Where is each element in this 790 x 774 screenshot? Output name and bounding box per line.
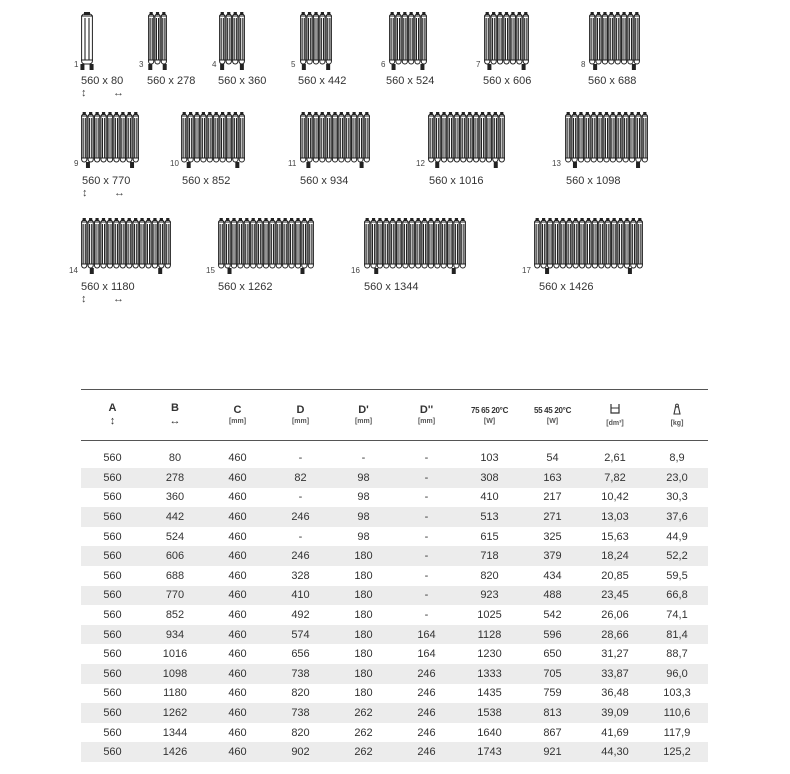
column-header-unit: ↔ <box>169 415 181 427</box>
table-cell: 2,61 <box>604 452 626 465</box>
radiator-size-label: 560 x 1016 <box>429 175 484 187</box>
table-cell: 442 <box>165 511 185 524</box>
table-cell: 271 <box>543 511 562 524</box>
table-cell: 96,0 <box>666 667 688 680</box>
column-header <box>584 390 646 441</box>
table-cell: 180 <box>354 589 373 602</box>
table-cell: 80 <box>168 452 182 465</box>
table-cell: - <box>424 589 429 602</box>
radiator-size-label: 560 x 606 <box>483 75 532 87</box>
radiator-size-label: 560 x 1344 <box>364 281 419 293</box>
table-cell: 1128 <box>477 628 502 641</box>
table-cell: 560 <box>103 530 122 543</box>
radiator-icon <box>484 12 529 70</box>
radiator-icon <box>364 218 466 274</box>
table-cell: 460 <box>228 589 247 602</box>
radiator-number: 12 <box>416 159 425 168</box>
table-cell: 1743 <box>477 746 502 759</box>
radiator-size-label: 560 x 688 <box>588 75 637 87</box>
table-cell: 246 <box>417 687 436 700</box>
radiator-number: 8 <box>581 60 586 69</box>
radiator-size-label: 560 x 80 <box>81 75 124 87</box>
table-cell: 460 <box>228 471 247 484</box>
table-cell: 164 <box>417 628 436 641</box>
column-header-label: D <box>296 404 305 416</box>
table-cell: 513 <box>480 511 499 524</box>
table-cell: 1025 <box>477 609 502 622</box>
radiator-size-label: 560 x 934 <box>300 175 349 187</box>
radiator-number: 11 <box>288 159 297 168</box>
radiator-icon <box>81 218 171 274</box>
table-cell: 88,7 <box>666 648 688 661</box>
table-cell: 460 <box>228 609 247 622</box>
table-cell: 560 <box>103 589 122 602</box>
table-cell: - <box>298 530 303 543</box>
table-cell: - <box>424 609 429 622</box>
table-cell: 460 <box>228 687 247 700</box>
column-header-label: B <box>171 402 179 414</box>
table-cell: 560 <box>103 511 122 524</box>
table-cell: 460 <box>228 746 247 759</box>
table-cell: 180 <box>354 628 373 641</box>
radiator-number: 3 <box>139 60 144 69</box>
radiator-number: 7 <box>476 60 481 69</box>
radiator-number: 13 <box>552 159 561 168</box>
radiator-icon <box>534 218 643 274</box>
radiator-size-label: 560 x 1098 <box>566 175 621 187</box>
table-cell: 37,6 <box>666 511 688 524</box>
column-header <box>206 390 269 441</box>
table-cell: 103,3 <box>663 687 691 700</box>
table-cell: 718 <box>480 550 499 563</box>
table-cell: 560 <box>103 707 122 720</box>
radiator-number: 4 <box>212 60 217 69</box>
horizontal-arrow-icon: ↔ <box>114 187 125 199</box>
table-cell: 39,09 <box>601 707 629 720</box>
table-cell: 59,5 <box>666 569 688 582</box>
column-header-label: C <box>233 404 242 416</box>
table-cell: 246 <box>417 726 436 739</box>
table-cell: 460 <box>228 726 247 739</box>
dimension-arrows <box>81 87 124 99</box>
table-cell: 180 <box>354 648 373 661</box>
table-cell: 98 <box>357 491 370 504</box>
table-cell: 98 <box>357 511 370 524</box>
table-cell: 460 <box>228 707 247 720</box>
table-cell: 98 <box>357 471 370 484</box>
column-header-unit: [W] <box>483 418 496 425</box>
table-cell: 560 <box>103 491 122 504</box>
column-header <box>458 390 521 441</box>
table-cell: 246 <box>417 707 436 720</box>
horizontal-arrow-icon: ↔ <box>113 87 124 99</box>
table-cell: 262 <box>354 726 373 739</box>
table-cell: 460 <box>228 511 247 524</box>
table-cell: 852 <box>165 609 185 622</box>
table-cell: 15,63 <box>601 530 629 543</box>
table-cell: 180 <box>354 550 373 563</box>
table-cell: 921 <box>543 746 562 759</box>
table-cell: 460 <box>228 648 247 661</box>
table-cell: 770 <box>165 589 185 602</box>
table-cell: 560 <box>103 452 122 465</box>
table-cell: 325 <box>543 530 562 543</box>
table-cell: 1333 <box>477 667 502 680</box>
table-cell: 560 <box>103 648 122 661</box>
table-cell: 460 <box>228 667 247 680</box>
table-cell: 180 <box>354 569 373 582</box>
table-cell: 410 <box>480 491 499 504</box>
table-cell: 923 <box>480 589 499 602</box>
radiator-size-label: 560 x 1262 <box>218 281 273 293</box>
table-cell: 31,27 <box>601 648 629 661</box>
radiator-number: 9 <box>74 159 79 168</box>
radiator-number: 5 <box>291 60 296 69</box>
table-row <box>81 507 708 527</box>
table-cell: 902 <box>291 746 310 759</box>
column-header <box>81 390 144 441</box>
table-cell: 434 <box>543 569 562 582</box>
table-row <box>81 605 708 625</box>
table-row <box>81 703 708 723</box>
table-cell: 262 <box>354 707 373 720</box>
table-cell: 103 <box>480 452 499 465</box>
table-cell: 560 <box>103 726 122 739</box>
table-header-row <box>81 390 708 441</box>
radiator-size-label: 560 x 1180 <box>81 281 135 293</box>
table-row <box>81 527 708 547</box>
dimension-arrows <box>81 293 124 305</box>
column-header-unit: [kg] <box>670 419 684 427</box>
table-cell: 1435 <box>477 687 502 700</box>
table-cell: 110,6 <box>663 707 691 720</box>
radiator-size-label: 560 x 1426 <box>539 281 594 293</box>
table-cell: 492 <box>291 609 310 622</box>
water-volume-icon <box>584 403 646 419</box>
table-cell: 246 <box>291 511 310 524</box>
table-cell: - <box>424 511 429 524</box>
column-header <box>269 390 332 441</box>
table-cell: 560 <box>103 550 122 563</box>
radiator-number: 6 <box>381 60 386 69</box>
table-cell: 460 <box>228 569 247 582</box>
table-cell: 1016 <box>162 648 188 661</box>
table-cell: 44,30 <box>601 746 629 759</box>
table-cell: 1180 <box>163 687 187 700</box>
table-row <box>81 625 708 645</box>
table-row <box>81 723 708 743</box>
table-cell: 560 <box>103 628 122 641</box>
table-cell: 1098 <box>162 667 188 680</box>
table-cell: 180 <box>354 667 373 680</box>
vertical-arrow-icon: ↕ <box>81 293 87 305</box>
radiator-icon <box>81 12 93 70</box>
column-header <box>521 390 584 441</box>
table-cell: 8,9 <box>669 452 685 465</box>
column-header-unit: [mm] <box>228 418 247 425</box>
table-cell: 26,06 <box>601 609 629 622</box>
table-cell: 560 <box>103 746 122 759</box>
table-cell: 7,82 <box>604 471 626 484</box>
table-cell: 33,87 <box>601 667 629 680</box>
table-cell: 820 <box>480 569 499 582</box>
column-header <box>332 390 395 441</box>
table-cell: 20,85 <box>601 569 629 582</box>
table-cell: 759 <box>543 687 562 700</box>
radiator-number: 14 <box>69 266 78 275</box>
radiator-size-label: 560 x 442 <box>298 75 347 87</box>
table-cell: 606 <box>165 550 185 563</box>
table-cell: 379 <box>543 550 562 563</box>
column-header <box>646 390 708 441</box>
column-header-unit: [dm³] <box>606 419 624 427</box>
table-cell: 560 <box>103 471 122 484</box>
table-cell: 360 <box>165 491 185 504</box>
table-cell: 820 <box>291 687 310 700</box>
radiator-number: 10 <box>170 159 179 168</box>
table-cell: - <box>424 491 429 504</box>
vertical-arrow-icon: ↕ <box>81 87 87 99</box>
table-cell: - <box>424 550 429 563</box>
table-cell: 934 <box>165 628 185 641</box>
table-cell: 180 <box>354 609 373 622</box>
table-cell: 66,8 <box>666 589 688 602</box>
table-cell: 1262 <box>162 707 188 720</box>
radiator-size-label: 560 x 524 <box>386 75 435 87</box>
table-cell: 262 <box>354 746 373 759</box>
table-cell: 10,42 <box>601 491 629 504</box>
table-cell: 738 <box>291 667 310 680</box>
table-cell: 574 <box>291 628 310 641</box>
table-cell: 488 <box>543 589 562 602</box>
table-cell: 460 <box>228 491 247 504</box>
table-cell: 98 <box>357 530 370 543</box>
table-cell: - <box>424 530 429 543</box>
column-header <box>144 390 206 441</box>
table-cell: 328 <box>291 569 310 582</box>
radiator-size-label: 560 x 360 <box>218 75 267 87</box>
column-header-label: 75 65 20°C <box>470 406 509 415</box>
table-cell: 867 <box>543 726 562 739</box>
column-header <box>395 390 458 441</box>
radiator-number: 17 <box>522 266 531 275</box>
table-cell: 117,9 <box>663 726 691 739</box>
table-cell: 18,24 <box>601 550 629 563</box>
table-cell: 560 <box>103 667 122 680</box>
table-cell: 688 <box>165 569 185 582</box>
table-row <box>81 586 708 606</box>
table-cell: 656 <box>291 648 310 661</box>
column-header-unit: ↕ <box>109 415 116 427</box>
table-cell: 246 <box>291 550 310 563</box>
radiator-size-label: 560 x 770 <box>82 175 131 187</box>
table-cell: 1230 <box>477 648 502 661</box>
table-cell: 1344 <box>162 726 188 739</box>
radiator-icon <box>218 218 314 274</box>
table-cell: 705 <box>543 667 562 680</box>
spec-table <box>81 389 708 762</box>
table-cell: - <box>424 471 429 484</box>
table-cell: 560 <box>103 609 122 622</box>
table-row <box>81 449 708 469</box>
table-cell: 81,4 <box>666 628 688 641</box>
weight-icon <box>646 403 708 419</box>
table-cell: 125,2 <box>663 746 691 759</box>
table-cell: 308 <box>480 471 499 484</box>
radiator-icon <box>300 112 370 168</box>
table-cell: 164 <box>417 648 436 661</box>
radiator-number: 1 <box>74 60 79 69</box>
column-header-unit: [mm] <box>354 418 373 425</box>
table-cell: 52,2 <box>666 550 688 563</box>
table-cell: 30,3 <box>666 491 688 504</box>
table-row <box>81 468 708 488</box>
column-header-unit: [mm] <box>291 418 310 425</box>
table-cell: 542 <box>543 609 562 622</box>
table-body <box>81 441 708 763</box>
column-header-label: D' <box>358 404 369 416</box>
table-cell: 217 <box>543 491 562 504</box>
table-row <box>81 546 708 566</box>
table-cell: 74,1 <box>666 609 688 622</box>
radiator-icon <box>300 12 332 70</box>
table-cell: - <box>424 452 429 465</box>
radiator-icon <box>565 112 648 168</box>
column-header-label: D'' <box>419 404 434 416</box>
table-cell: 54 <box>546 452 559 465</box>
table-cell: 44,9 <box>666 530 688 543</box>
table-cell: 460 <box>228 452 247 465</box>
table-cell: 28,66 <box>601 628 629 641</box>
radiator-size-label: 560 x 852 <box>182 175 231 187</box>
table-row <box>81 684 708 704</box>
table-cell: 460 <box>228 530 247 543</box>
table-cell: 23,45 <box>601 589 629 602</box>
table-cell: - <box>361 452 366 465</box>
table-cell: 13,03 <box>601 511 629 524</box>
table-cell: 460 <box>228 628 247 641</box>
table-cell: 246 <box>417 746 436 759</box>
vertical-arrow-icon: ↕ <box>82 187 88 199</box>
radiator-icon <box>389 12 427 70</box>
table-cell: 1640 <box>477 726 502 739</box>
table-row <box>81 664 708 684</box>
column-header-unit: [mm] <box>417 418 436 425</box>
table-row <box>81 566 708 586</box>
table-cell: 23,0 <box>666 471 688 484</box>
table-cell: 163 <box>543 471 562 484</box>
table-cell: 615 <box>480 530 499 543</box>
table-cell: 1426 <box>162 746 188 759</box>
table-cell: 410 <box>291 589 310 602</box>
radiator-icon <box>148 12 167 70</box>
table-cell: 560 <box>103 687 122 700</box>
table-row <box>81 488 708 508</box>
table-cell: 278 <box>165 471 185 484</box>
table-cell: 41,69 <box>601 726 629 739</box>
table-cell: 1538 <box>477 707 502 720</box>
table-cell: 560 <box>103 569 122 582</box>
table-cell: 596 <box>543 628 562 641</box>
table-cell: 820 <box>291 726 310 739</box>
table-cell: 738 <box>291 707 310 720</box>
radiator-size-label: 560 x 278 <box>147 75 196 87</box>
radiator-number: 16 <box>351 266 360 275</box>
table-cell: 82 <box>294 471 307 484</box>
table-cell: 246 <box>417 667 436 680</box>
radiator-icon <box>428 112 505 168</box>
table-cell: - <box>298 452 303 465</box>
column-header-label: A <box>108 402 117 414</box>
radiator-icon <box>219 12 245 70</box>
table-cell: 180 <box>354 687 373 700</box>
table-row <box>81 644 708 664</box>
table-cell: - <box>424 569 429 582</box>
table-cell: 36,48 <box>601 687 629 700</box>
table-cell: - <box>298 491 303 504</box>
radiator-icon <box>181 112 245 168</box>
table-cell: 650 <box>543 648 562 661</box>
radiator-icon <box>589 12 640 70</box>
table-row <box>81 742 708 762</box>
table-cell: 813 <box>543 707 562 720</box>
table-cell: 524 <box>165 530 185 543</box>
column-header-unit: [W] <box>546 418 559 425</box>
horizontal-arrow-icon: ↔ <box>113 293 124 305</box>
radiator-icon <box>81 112 139 168</box>
column-header-label: 55 45 20°C <box>533 406 572 415</box>
table-cell: 460 <box>228 550 247 563</box>
radiator-number: 15 <box>206 266 215 275</box>
dimension-arrows <box>82 187 125 199</box>
